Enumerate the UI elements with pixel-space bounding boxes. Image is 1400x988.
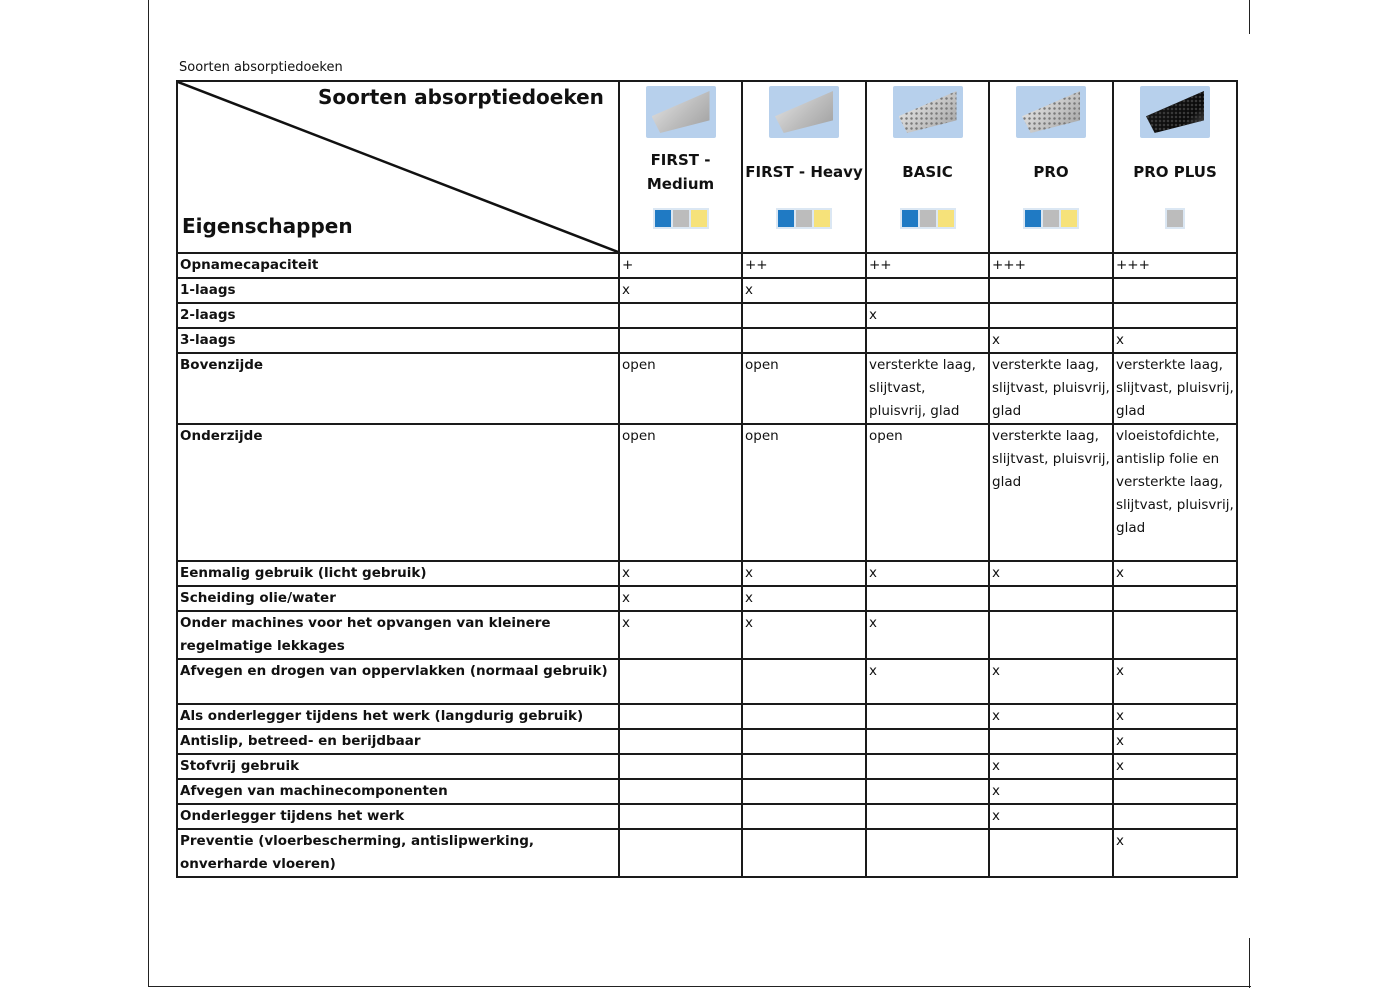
product-name: FIRST - Heavy xyxy=(745,163,863,181)
table-cell xyxy=(989,303,1113,328)
table-cell: x xyxy=(989,804,1113,829)
table-cell: x xyxy=(742,611,866,659)
table-cell xyxy=(1113,586,1237,611)
table-cell xyxy=(866,729,989,754)
table-cell xyxy=(1113,611,1237,659)
row-label: Afvegen en drogen van oppervlakken (normaal gebruik) xyxy=(177,659,619,704)
table-row xyxy=(177,328,1237,353)
color-swatch-blue xyxy=(655,210,671,227)
color-swatch-grey xyxy=(1043,210,1059,227)
table-cell: x xyxy=(619,586,742,611)
table-cell: open xyxy=(866,424,989,561)
dotted-grey-mat-icon xyxy=(893,86,963,138)
row-label: Onderlegger tijdens het werk xyxy=(177,804,619,829)
table-cell: x xyxy=(866,561,989,586)
color-options xyxy=(653,208,709,229)
color-options xyxy=(1165,208,1185,229)
table-cell: open xyxy=(619,424,742,561)
table-cell xyxy=(619,779,742,804)
table-cell xyxy=(742,804,866,829)
color-swatch-yellow xyxy=(814,210,830,227)
table-row xyxy=(177,586,1237,611)
table-cell xyxy=(619,804,742,829)
table-cell xyxy=(866,779,989,804)
color-swatch-blue xyxy=(902,210,918,227)
comparison-table xyxy=(176,80,1238,878)
table-cell: x xyxy=(1113,754,1237,779)
color-swatch-grey xyxy=(673,210,689,227)
table-cell xyxy=(742,779,866,804)
product-name: PRO xyxy=(1033,163,1069,181)
table-cell: vloeistofdichte, antislip folie en versterkte laag, slijtvast, pluisvrij, glad xyxy=(1113,424,1237,561)
product-column-basic xyxy=(866,81,989,253)
row-label: Onderzijde xyxy=(177,424,619,561)
table-cell xyxy=(742,704,866,729)
table-cell xyxy=(989,586,1113,611)
table-cell: versterkte laag, slijtvast, pluisvrij, glad xyxy=(1113,353,1237,424)
table-row xyxy=(177,659,1237,704)
row-label: Scheiding olie/water xyxy=(177,586,619,611)
table-cell: ++ xyxy=(742,253,866,278)
product-column-first-medium xyxy=(619,81,742,253)
product-column-pro xyxy=(989,81,1113,253)
table-row xyxy=(177,353,1237,424)
table-cell xyxy=(866,704,989,729)
table-cell: versterkte laag, slijtvast, pluisvrij, glad xyxy=(989,353,1113,424)
table-cell xyxy=(742,659,866,704)
table-cell: x xyxy=(1113,328,1237,353)
table-cell: x xyxy=(619,611,742,659)
row-label: Onder machines voor het opvangen van kleinere regelmatige lekkages xyxy=(177,611,619,659)
table-row xyxy=(177,804,1237,829)
table-row xyxy=(177,424,1237,561)
table-cell: open xyxy=(619,353,742,424)
header-properties-label: Eigenschappen xyxy=(182,214,353,238)
table-cell: versterkte laag, slijtvast, pluisvrij, glad xyxy=(866,353,989,424)
table-cell xyxy=(866,586,989,611)
table-cell xyxy=(619,328,742,353)
row-label: Bovenzijde xyxy=(177,353,619,424)
row-label: Als onderlegger tijdens het werk (langdurig gebruik) xyxy=(177,704,619,729)
table-cell xyxy=(1113,303,1237,328)
table-cell: + xyxy=(619,253,742,278)
table-row xyxy=(177,829,1237,877)
table-cell xyxy=(866,278,989,303)
table-cell xyxy=(742,303,866,328)
table-cell: x xyxy=(989,561,1113,586)
table-cell: x xyxy=(1113,729,1237,754)
color-options xyxy=(1023,208,1079,229)
table-cell xyxy=(866,754,989,779)
table-cell xyxy=(742,328,866,353)
black-mat-icon xyxy=(1140,86,1210,138)
table-cell xyxy=(742,829,866,877)
color-swatch-grey xyxy=(1167,210,1183,227)
table-cell: x xyxy=(989,704,1113,729)
table-cell: x xyxy=(742,561,866,586)
table-row xyxy=(177,561,1237,586)
table-row xyxy=(177,704,1237,729)
dotted-grey-mat-icon xyxy=(1016,86,1086,138)
table-row xyxy=(177,729,1237,754)
row-label: Opnamecapaciteit xyxy=(177,253,619,278)
grey-mat-icon xyxy=(769,86,839,138)
table-row xyxy=(177,253,1237,278)
page-edge-mark-top xyxy=(1249,0,1250,34)
table-cell: x xyxy=(1113,561,1237,586)
row-label: Antislip, betreed- en berijdbaar xyxy=(177,729,619,754)
table-row xyxy=(177,754,1237,779)
table-cell: x xyxy=(989,754,1113,779)
table-cell: x xyxy=(866,611,989,659)
table-cell: open xyxy=(742,424,866,561)
table-cell xyxy=(619,829,742,877)
product-name: BASIC xyxy=(902,163,953,181)
row-label: Eenmalig gebruik (licht gebruik) xyxy=(177,561,619,586)
table-cell xyxy=(619,754,742,779)
table-cell xyxy=(619,704,742,729)
color-swatch-yellow xyxy=(691,210,707,227)
table-cell: +++ xyxy=(1113,253,1237,278)
header-corner-cell xyxy=(177,81,619,253)
table-cell: x xyxy=(742,586,866,611)
table-cell: +++ xyxy=(989,253,1113,278)
product-name: PRO PLUS xyxy=(1133,163,1217,181)
table-cell xyxy=(866,328,989,353)
color-swatch-grey xyxy=(796,210,812,227)
color-options xyxy=(776,208,832,229)
table-cell: ++ xyxy=(866,253,989,278)
header-row xyxy=(177,81,1237,253)
table-cell xyxy=(619,659,742,704)
row-label: Afvegen van machinecomponenten xyxy=(177,779,619,804)
table-cell: x xyxy=(1113,659,1237,704)
color-swatch-grey xyxy=(920,210,936,227)
table-row xyxy=(177,779,1237,804)
table-cell xyxy=(1113,278,1237,303)
color-swatch-yellow xyxy=(938,210,954,227)
page-edge-mark-bottom xyxy=(1249,938,1250,988)
color-swatch-blue xyxy=(1025,210,1041,227)
table-caption: Soorten absorptiedoeken xyxy=(179,60,343,75)
table-row xyxy=(177,611,1237,659)
table-cell: x xyxy=(989,659,1113,704)
product-name: FIRST - Medium xyxy=(646,151,715,193)
product-column-pro-plus xyxy=(1113,81,1237,253)
color-swatch-yellow xyxy=(1061,210,1077,227)
color-options xyxy=(900,208,956,229)
table-cell xyxy=(742,729,866,754)
product-column-first-heavy xyxy=(742,81,866,253)
table-cell: x xyxy=(619,278,742,303)
row-label: 2-laags xyxy=(177,303,619,328)
table-cell: x xyxy=(619,561,742,586)
table-row xyxy=(177,303,1237,328)
row-label: 3-laags xyxy=(177,328,619,353)
table-cell xyxy=(989,829,1113,877)
table-cell xyxy=(989,278,1113,303)
row-label: 1-laags xyxy=(177,278,619,303)
row-label: Stofvrij gebruik xyxy=(177,754,619,779)
table-cell: x xyxy=(866,303,989,328)
table-cell xyxy=(989,729,1113,754)
table-cell xyxy=(1113,804,1237,829)
table-cell: versterkte laag, slijtvast, pluisvrij, glad xyxy=(989,424,1113,561)
row-label: Preventie (vloerbescherming, antislipwerking, onverharde vloeren) xyxy=(177,829,619,877)
table-cell xyxy=(866,804,989,829)
table-cell: x xyxy=(742,278,866,303)
table-cell: x xyxy=(1113,704,1237,729)
color-swatch-blue xyxy=(778,210,794,227)
table-cell xyxy=(619,303,742,328)
table-cell: x xyxy=(866,659,989,704)
grey-mat-icon xyxy=(646,86,716,138)
table-cell: x xyxy=(989,779,1113,804)
table-row xyxy=(177,278,1237,303)
table-cell xyxy=(989,611,1113,659)
table-cell xyxy=(619,729,742,754)
table-cell: x xyxy=(1113,829,1237,877)
table-cell: x xyxy=(989,328,1113,353)
table-cell xyxy=(1113,779,1237,804)
table-cell xyxy=(866,829,989,877)
table-cell: open xyxy=(742,353,866,424)
table-cell xyxy=(742,754,866,779)
header-title: Soorten absorptiedoeken xyxy=(318,85,604,109)
